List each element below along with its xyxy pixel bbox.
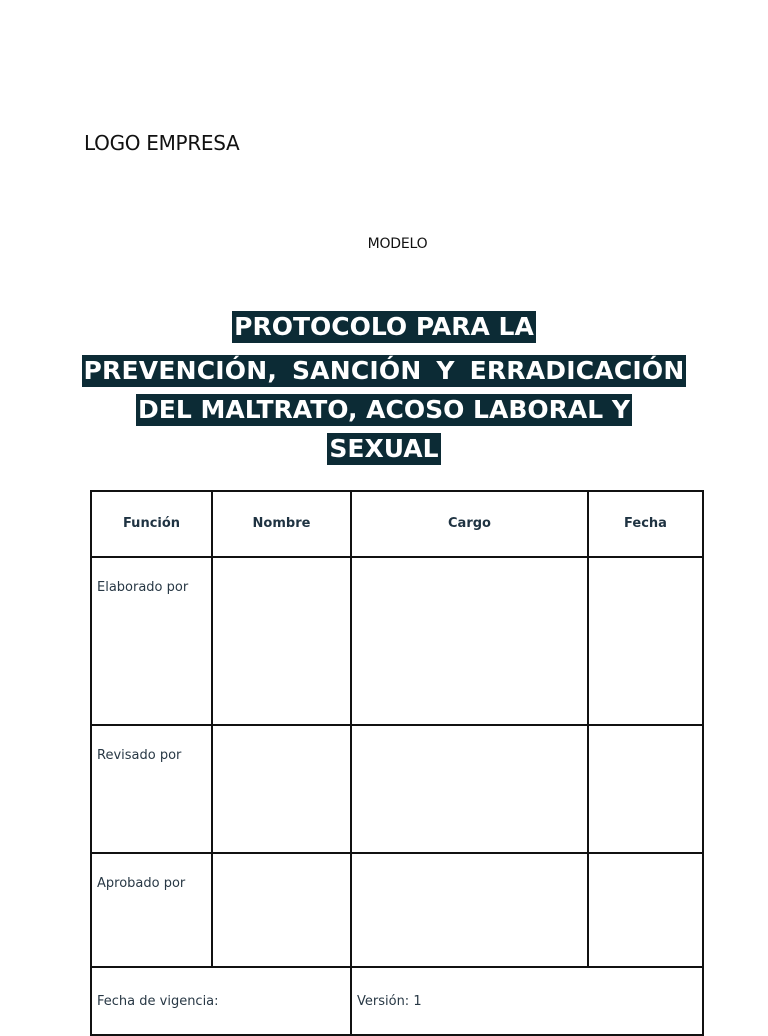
cell-funcion-aprobado: Aprobado por (91, 853, 212, 967)
cell-cargo-elaborado (351, 557, 588, 725)
title-line-2-text: PREVENCIÓN, SANCIÓN Y ERRADICACIÓN (83, 356, 685, 385)
cell-cargo-revisado (351, 725, 588, 853)
table-row (91, 557, 703, 725)
cell-funcion-revisado: Revisado por (91, 725, 212, 853)
cell-fecha-elaborado (588, 557, 703, 725)
cell-cargo-aprobado (351, 853, 588, 967)
cell-fecha-aprobado (588, 853, 703, 967)
approval-table (90, 490, 704, 1036)
title-line-2 (0, 355, 768, 387)
fecha-vigencia-cell: Fecha de vigencia: (91, 967, 351, 1035)
company-logo-placeholder: LOGO EMPRESA (84, 131, 240, 155)
table-row (91, 725, 703, 853)
title-line-3 (0, 394, 768, 426)
title-line-4 (0, 433, 768, 465)
version-cell: Versión: 1 (351, 967, 703, 1035)
title-line-1-text: PROTOCOLO PARA LA (234, 312, 534, 341)
title-line-1 (0, 311, 768, 343)
header-fecha: Fecha (588, 491, 703, 557)
model-label: MODELO (367, 236, 428, 252)
cell-nombre-revisado (212, 725, 351, 853)
cell-nombre-elaborado (212, 557, 351, 725)
header-funcion: Función (91, 491, 212, 557)
header-cargo: Cargo (351, 491, 588, 557)
cell-fecha-revisado (588, 725, 703, 853)
title-line-4-text: SEXUAL (329, 434, 439, 463)
cell-nombre-aprobado (212, 853, 351, 967)
table-header-row (91, 491, 703, 557)
title-line-3-text: DEL MALTRATO, ACOSO LABORAL Y (138, 395, 630, 424)
table-row (91, 853, 703, 967)
table-footer-row (91, 967, 703, 1035)
cell-funcion-elaborado: Elaborado por (91, 557, 212, 725)
header-nombre: Nombre (212, 491, 351, 557)
